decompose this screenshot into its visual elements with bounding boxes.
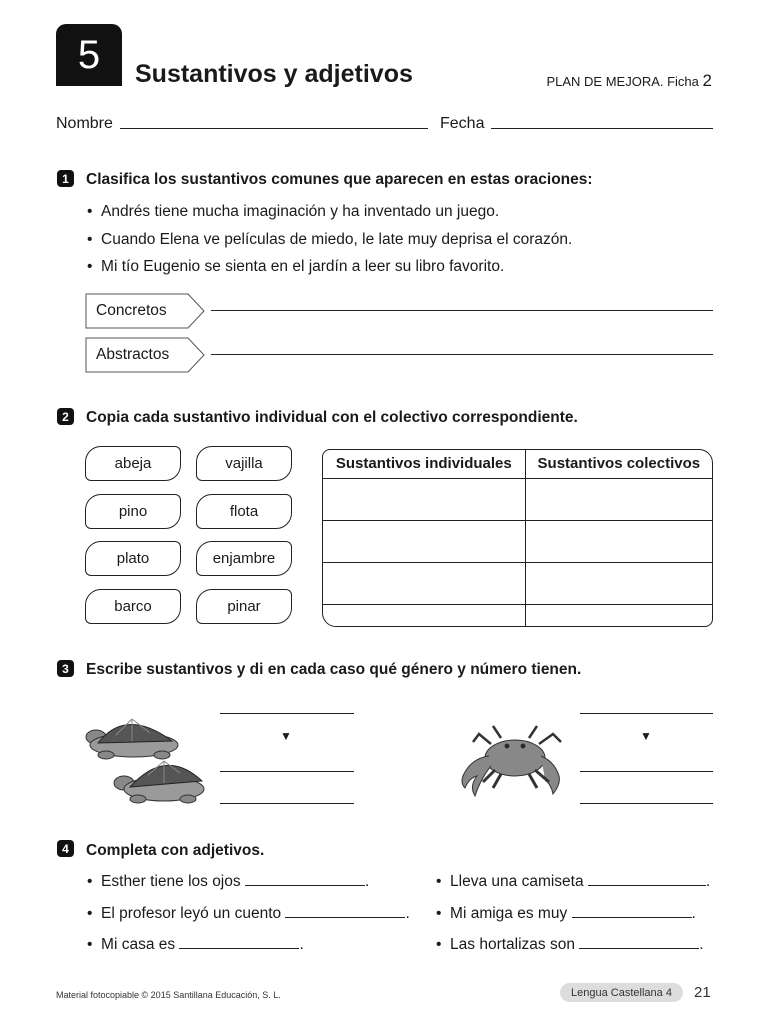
word-card: barco [85, 589, 181, 624]
word-card: pinar [196, 589, 292, 624]
q3-answer-line[interactable] [220, 771, 354, 772]
table-cell[interactable] [323, 605, 525, 626]
turtle-icon [86, 719, 178, 759]
q4-item: • Las hortalizas son . [436, 936, 704, 953]
table-header-collective: Sustantivos colectivos [525, 450, 712, 478]
table-cell[interactable] [525, 520, 712, 562]
blank-line[interactable] [588, 885, 706, 886]
turtles-illustration [76, 705, 206, 807]
blank-line[interactable] [285, 917, 405, 918]
blank-line[interactable] [572, 917, 692, 918]
plan-text: PLAN DE MEJORA. Ficha [546, 74, 699, 89]
question-4-number: 4 [57, 840, 74, 857]
question-1-number: 1 [57, 170, 74, 187]
plan-label [546, 71, 712, 91]
q3-answer-line[interactable] [580, 713, 713, 714]
word-card: plato [85, 541, 181, 576]
q3-answer-line[interactable] [580, 771, 713, 772]
date-label: Fecha [440, 115, 485, 132]
q1-bullet: • Andrés tiene mucha imaginación y ha inventado un juego. [87, 203, 500, 220]
word-card: vajilla [196, 446, 292, 481]
q4-item: • Mi casa es . [87, 936, 304, 953]
crab-illustration [455, 722, 570, 802]
date-field[interactable] [491, 128, 713, 129]
word-card: pino [85, 494, 181, 529]
table-cell[interactable] [323, 563, 525, 605]
word-card: flota [196, 494, 292, 529]
word-card: abeja [85, 446, 181, 481]
q3-answer-line[interactable] [580, 803, 713, 804]
q4-item: • Lleva una camiseta . [436, 873, 711, 890]
question-3-prompt: Escribe sustantivos y di en cada caso qué género y número tienen. [86, 661, 582, 678]
blank-line[interactable] [245, 885, 365, 886]
plan-number: 2 [702, 71, 712, 90]
turtle-icon [114, 761, 204, 803]
unit-number-badge [56, 24, 122, 86]
question-2-prompt: Copia cada sustantivo individual con el colectivo correspondiente. [86, 409, 578, 426]
table-cell[interactable] [525, 478, 712, 520]
question-4-prompt: Completa con adjetivos. [86, 842, 265, 859]
question-3-number: 3 [57, 660, 74, 677]
question-1-prompt: Clasifica los sustantivos comunes que aparecen en estas oraciones: [86, 171, 593, 188]
noun-table [322, 449, 713, 627]
q1-bullet: • Mi tío Eugenio se sienta en el jardín a leer su libro favorito. [87, 258, 505, 275]
table-cell[interactable] [525, 563, 712, 605]
q3-answer-line[interactable] [220, 713, 354, 714]
q1-bullet: • Cuando Elena ve películas de miedo, le late muy deprisa el corazón. [87, 231, 573, 248]
tag-abstractos: Abstractos [96, 346, 170, 363]
word-card: enjambre [196, 541, 292, 576]
table-cell[interactable] [323, 520, 525, 562]
crab-icon [462, 726, 561, 796]
abstractos-answer-line[interactable] [211, 354, 713, 355]
tag-concretos: Concretos [96, 302, 167, 319]
q4-item: • Esther tiene los ojos . [87, 873, 370, 890]
name-field[interactable] [120, 128, 428, 129]
copyright-notice: Material fotocopiable © 2015 Santillana Educación, S. L. [56, 990, 281, 1000]
blank-line[interactable] [579, 948, 699, 949]
page-number: 21 [694, 984, 711, 1001]
q4-item: • El profesor leyó un cuento . [87, 905, 410, 922]
q4-item: • Mi amiga es muy . [436, 905, 696, 922]
unit-number: 5 [77, 32, 101, 77]
q3-answer-line[interactable] [220, 803, 354, 804]
question-2-number: 2 [57, 408, 74, 425]
book-badge: Lengua Castellana 4 [560, 983, 683, 1002]
table-cell[interactable] [525, 605, 712, 626]
concretos-answer-line[interactable] [211, 310, 713, 311]
page-title: Sustantivos y adjetivos [135, 60, 413, 88]
blank-line[interactable] [179, 948, 299, 949]
table-cell[interactable] [323, 478, 525, 520]
table-header-individual: Sustantivos individuales [323, 450, 525, 478]
arrow-down-icon: ▼ [280, 729, 292, 743]
name-label: Nombre [56, 115, 113, 132]
arrow-down-icon: ▼ [640, 729, 652, 743]
